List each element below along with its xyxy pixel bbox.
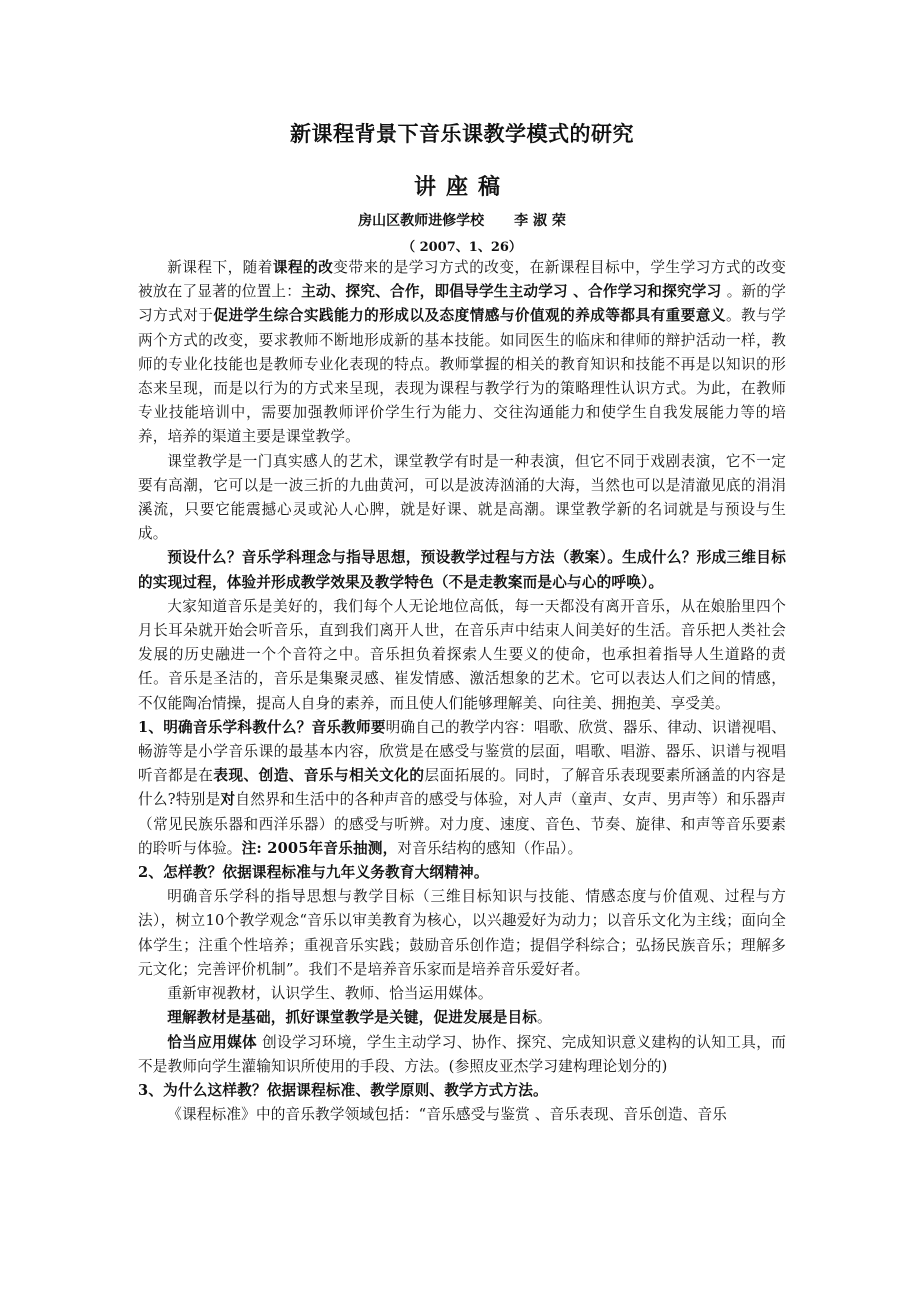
text-run: 变带来的是学习方式的改变，在新课程目标中，学生学习方式的改变被放在了显著的位置上： <box>138 259 786 301</box>
text-run: 。新的学习方式对于 <box>138 283 786 325</box>
text-run: 明确音乐学科的指导思想与教学目标（三维目标知识与技能、情感态度与价值观、过程与方法），树立10个教学观念“音乐以审美教育为核心，以兴趣爱好为动力；以音乐文化为主线；面向全体学生；注重个性培养；重视音乐实践；鼓励音乐创作造；提倡学科综合；弘扬民族音乐；理解多元文化；完善评价机制”。我们不是培养音乐家而是培养音乐爱好者。 <box>138 888 786 978</box>
paragraph <box>138 256 786 450</box>
bold-text-run: 对 <box>220 791 236 809</box>
paragraph <box>138 885 786 982</box>
author-org: 房山区教师进修学校 <box>358 213 485 229</box>
text-run: 对音乐结构的感知（作品）。 <box>397 839 583 857</box>
bold-text-run: 课程的改 <box>272 259 334 276</box>
paragraph <box>138 595 786 716</box>
bold-text-run: 促进学生综合实践能力的形成以及态度情感与价值观的养成等都具有重要意义 <box>213 307 726 325</box>
text-run: 重新审视教材，认识学生、教师、恰当运用媒体。 <box>167 985 493 1003</box>
text-run: 课堂教学是一门真实感人的艺术，课堂教学有时是一种表演，但它不同于戏剧表演，它不一定要有高潮，它可以是一波三折的九曲黄河，可以是波涛汹涌的大海，当然也可以是清澈见底的涓涓溪流，只要它能震撼心灵或沁人心脾，就是好课、就是高潮。课堂教学新的名词就是与预设与生成。 <box>138 452 786 543</box>
text-run: 创设学习环境，学生主动学习、协作、探究、完成知识意义建构的认知工具，而不是教师向学生灌输知识所使用的手段、方法。(参照皮亚杰学习建构理论划分的) <box>138 1033 787 1075</box>
paragraph <box>138 716 786 861</box>
paragraph <box>138 450 786 547</box>
bold-text-run: 理解教材是基础，抓好课堂教学是关键，促进发展是目标 <box>167 1009 538 1027</box>
text-run: 层面拓展的。同时，了解音乐表现要素所涵盖的内容是什么?特别是 <box>138 767 786 809</box>
bold-text-run: 2、怎样教？依据课程标准与九年义务教育大纲精神。 <box>138 864 489 882</box>
bold-text-run: 恰当应用媒体 <box>167 1033 258 1051</box>
text-run: 大家知道音乐是美好的，我们每个人无论地位高低，每一天都没有离开音乐，从在娘胎里四个月长耳朵就开始会听音乐，直到我们离开人世，在音乐声中结束人间美好的生活。音乐把人类社会发展的历史融进一个个音符之中。音乐担负着探索人生要义的使命，也承担着指导人生道路的责任。音乐是圣洁的，音乐是集聚灵感、崔发情感、激活想象的艺术。它可以表达人们之间的情感，不仅能陶冶情操，提高人自身的素养，而且使人们能够理解美、向往美、拥抱美、享受美。 <box>138 597 786 712</box>
document-subtitle: 讲座稿 <box>413 174 510 200</box>
bold-text-run: 1、明确音乐学科教什么？音乐教师要 <box>138 718 386 736</box>
paragraph <box>138 982 786 1006</box>
bold-text-run: 注: 2005年音乐抽测， <box>241 839 398 857</box>
paragraph <box>138 861 786 885</box>
bold-text-run: 3、为什么这样教？依据课程标准、教学原则、教学方式方法。 <box>138 1081 548 1099</box>
text-run: 自然界和生活中的各种声音的感受与体验，对人声（童声、女声、男声等）和乐器声（常见民族乐器和西洋乐器）的感受与听辨。对力度、速度、音色、节奏、旋律、和声等音乐要素的聆听与体验。 <box>138 791 786 857</box>
bold-text-run: 主动、探究、合作，即倡导学生主动学习 、合作学习和探究学习 <box>301 283 727 301</box>
document-date: （ 2007、1、26） <box>402 240 522 255</box>
paragraph <box>138 1103 786 1127</box>
text-run: 。 <box>537 1009 552 1027</box>
document-body <box>138 256 786 1127</box>
paragraph <box>138 546 786 594</box>
paragraph <box>138 1006 786 1030</box>
bold-text-run: 表现、创造、音乐与相关文化的 <box>213 767 425 785</box>
paragraph <box>138 1031 786 1079</box>
text-run: 新课程下，随着 <box>167 259 273 276</box>
author-name: 李 淑 荣 <box>514 213 566 229</box>
text-run: 《课程标准》中的音乐教学领域包括：“音乐感受与鉴赏 、音乐表现、音乐创造、音乐 <box>167 1106 728 1124</box>
text-run: 明确自己的教学内容：唱歌、欣赏、器乐、律动、识谱视唱、畅游等是小学音乐课的最基本内容，欣赏是在感受与鉴赏的层面，唱歌、唱游、器乐、识谱与视唱听音都是在 <box>138 718 786 785</box>
paragraph <box>138 1079 786 1103</box>
text-run: 。教与学两个方式的改变，要求教师不断地形成新的基本技能。如同医生的临床和律师的辩护活动一样，教师的专业化技能也是教师专业化表现的特点。教师掌握的相关的教育知识和技能不再是以知识的形态来呈现，而是以行为的方式来呈现，表现为课程与教学行为的策略理性认识方式。为此，在教师专业技能培训中，需要加强教师评价学生行为能力、交往沟通能力和使学生自我发展能力等的培养，培养的渠道主要是课堂教学。 <box>138 307 786 446</box>
author-line <box>138 210 786 230</box>
bold-text-run: 预设什么？音乐学科理念与指导思想，预设教学过程与方法（教案）。生成什么？形成三维目标的实现过程，体验并形成教学效果及教学特色（不是走教案而是心与心的呼唤）。 <box>138 549 786 591</box>
document-title: 新课程背景下音乐课教学模式的研究 <box>290 121 634 146</box>
